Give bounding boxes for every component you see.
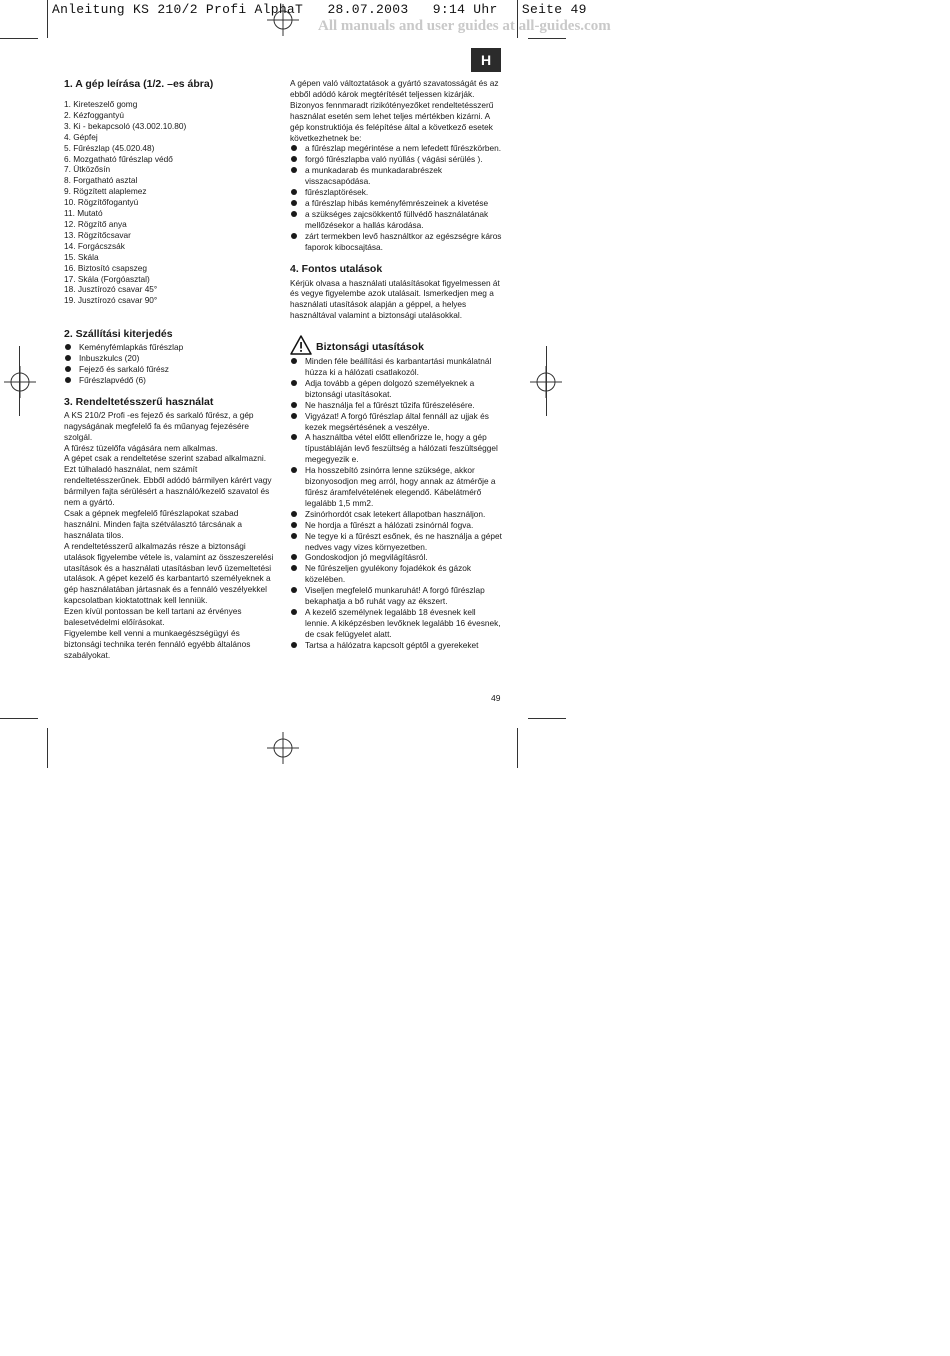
list-item: fűrészlaptörések. — [290, 187, 502, 198]
language-badge: H — [471, 48, 501, 72]
list-item: 16. Biztosító csapszeg — [64, 262, 148, 273]
section-2-title: 2. Szállítási kiterjedés — [64, 328, 173, 341]
list-item: Ne használja fel a fűrészt tűzifa fűrészelésére. — [290, 400, 502, 411]
registration-mark-icon — [4, 366, 36, 398]
list-item: Ha hosszebító zsinórra lenne szüksége, akkor bizonyosodjon meg arról, hogy annak az átmérője a fűrész áramfelvételének elegendő. Kábelátmérő legalább 1,5 mm2. — [290, 465, 502, 509]
list-item: 17. Skála (Forgóasztal) — [64, 273, 150, 284]
crop-mark — [517, 728, 518, 768]
warning-triangle-icon — [290, 335, 312, 355]
list-item: 13. Rögzítőcsavar — [64, 229, 131, 240]
list-item: Ne hordja a fűrészt a hálózati zsinórnál fogva. — [290, 520, 502, 531]
list-item: Adja tovább a gépen dolgozó személyeknek a biztonsági utasításokat. — [290, 378, 502, 400]
crop-mark — [0, 38, 38, 39]
list-item: Tartsa a hálózatra kapcsolt géptől a gyerekeket — [290, 640, 502, 651]
list-item: Ne fűrészeljen gyulékony fojadékok és gázok közelében. — [290, 563, 502, 585]
list-item: a szükséges zajcsökkentő füllvédő használatának mellőzésekor a hallás károdása. — [290, 209, 502, 231]
list-item: 7. Ütközősín — [64, 164, 111, 175]
residual-risk-list — [290, 143, 502, 252]
paragraph: A gépen való változtatások a gyártó szavatosságát és az ebből adódó károk megtérítését teljessen kizárják. — [290, 78, 499, 99]
list-item: Zsinórhordót csak letekert állapotban használjon. — [290, 509, 502, 520]
left-column — [64, 78, 276, 661]
list-item: Fejező és sarkaló fűrész — [64, 364, 276, 375]
list-item: 15. Skála — [64, 251, 99, 262]
list-item: Inbuszkulcs (20) — [64, 353, 276, 364]
crop-mark — [47, 0, 48, 38]
safety-list — [290, 356, 502, 650]
safety-title: Biztonsági utasítások — [316, 341, 424, 354]
list-item: A kezelő személynek legalább 18 évesnek kell lennie. A kiképzésben levőknek legalább 16 évesnek, de csak felügyelet alatt. — [290, 607, 502, 640]
list-item: 4. Gépfej — [64, 131, 98, 142]
intended-use-text — [64, 410, 276, 661]
list-item: Gondoskodjon jó megvilágításról. — [290, 552, 502, 563]
registration-mark-icon — [267, 732, 299, 764]
delivery-list — [64, 342, 276, 386]
list-item: 14. Forgácszsák — [64, 240, 125, 251]
section-4-title: 4. Fontos utalások — [290, 262, 383, 275]
list-item: a fűrészlap hibás keményfémrészeinek a kivetése — [290, 198, 502, 209]
crop-mark — [0, 718, 38, 719]
section-3-title: 3. Rendeltetésszerű használat — [64, 395, 214, 408]
list-item: A használtba vétel előtt ellenőrizze le, hogy a gép típustábláján levő feszültség a hálózati feszültséggel megegyezik e. — [290, 432, 502, 465]
list-item: Ne tegye ki a fűrészt esőnek, és ne használja a gépet nedves vagy vizes környezetben. — [290, 531, 502, 553]
list-item: 18. Jusztírozó csavar 45° — [64, 284, 158, 295]
paragraph: A fűrész tüzelőfa vágására nem alkalmas. — [64, 442, 218, 453]
list-item: a fűrészlap megérintése a nem lefedett fűrészkörben. — [290, 143, 502, 154]
registration-mark-icon — [530, 366, 562, 398]
paragraph: Figyelembe kell venni a munkaegészségügyi és biztonsági technika terén fennáló egyébb általános szabályokat. — [64, 627, 251, 660]
list-item: 11. Mutató — [64, 208, 103, 219]
list-item: 9. Rögzített alaplemez — [64, 186, 147, 197]
paragraph: Kérjük olvasa a használati utalásításokat figyelmessen át és vegye figyelembe azok utalásait. Ismerkedjen meg a használati utasítások alapján a géppel, a helyes használtával valamint a biztonsági utalásokkal. — [290, 277, 500, 321]
list-item: 3. Ki - bekapcsoló (43.002.10.80) — [64, 120, 187, 131]
crop-mark — [528, 38, 566, 39]
list-item: zárt termekben levő használtkor az egészségre káros faporok kibocsajtása. — [290, 231, 502, 253]
paragraph: A gépet csak a rendeltetése szerint szabad alkalmazni. — [64, 453, 267, 464]
list-item: Keményfémlapkás fűrészlap — [64, 342, 276, 353]
list-item: 10. Rögzítőfogantyú — [64, 197, 139, 208]
section-1-title: 1. A gép leírása (1/2. –es ábra) — [64, 78, 214, 90]
paragraph: Csak a gépnek megfelelő fűrészlapokat szabad használni. Minden fajta szétválasztó tárcsának a használata tilos. — [64, 508, 243, 540]
list-item: 8. Forgatható asztal — [64, 175, 138, 186]
list-item: 19. Jusztírozó csavar 90° — [64, 295, 158, 306]
list-item: forgó fűrészlapba való nyúllás ( vágási sérülés ). — [290, 154, 502, 165]
list-item: 12. Rögzítő anya — [64, 218, 127, 229]
parts-list — [64, 99, 276, 306]
page-number: 49 — [491, 693, 501, 703]
list-item: Viseljen megfelelő munkaruhát! A forgó fűrészlap bekaphatja a bő ruhát vagy az ékszert. — [290, 585, 502, 607]
paragraph: Ezt túlhaladó használat, nem számít rendeltetésszerűnek. Ebből adódó bármilyen kárért vagy bármilyen fajta sérülésért a használó/kezelő szavatol és nem a gyártó. — [64, 464, 272, 508]
safety-heading — [290, 335, 502, 355]
list-item: 1. Kireteszelő gomg — [64, 99, 138, 109]
crop-mark — [47, 728, 48, 768]
paragraph: Bizonyos fennmaradt rizikótényezőket rendeltetésszerű használat esetén sem lehet teljes mértékben kizárni. A gép konstruktiója és felépítése által a következő esetek következhetnek be: — [290, 99, 494, 143]
list-item: 6. Mozgatható fűrészlap védő — [64, 153, 173, 164]
right-column — [290, 78, 502, 651]
list-item: Vigyázat! A forgó fűrészlap által fennáll az ujjak és kezek megsértésének a veszélye. — [290, 411, 502, 433]
list-item: 2. Kézfoggantyú — [64, 109, 124, 120]
list-item: Fűrészlapvédő (6) — [64, 375, 276, 386]
watermark: All manuals and user guides at all-guides.com — [318, 18, 611, 34]
paragraph: Ezen kívül pontossan be kell tartani az érvényes balesetvédelmi előírásokat. — [64, 606, 242, 628]
list-item: 5. Fűrészlap (45.020.48) — [64, 142, 155, 153]
running-head: Anleitung KS 210/2 Profi AlphaT 28.07.2003 9:14 Uhr Seite 49 — [52, 2, 587, 17]
list-item: a munkadarab és munkadarabrészek visszacsapódása. — [290, 165, 502, 187]
paragraph: A rendeltetésszerű alkalmazás része a biztonsági utalások figyelembe vétele is, valamint az összeszerelési utasítások és a használati utasításban levő üzemeltetési utalások. A gépet kezelő és karbantartó személyeknek a gép használatában jártasnak és a fennáló veszélyekkel kapcsolatban kioktatottnak kell lenniük. — [64, 540, 274, 606]
paragraph: A KS 210/2 Profi -es fejező és sarkaló fűrész, a gép nagyságának megfelelő fa és műanyag fejezésére szolgál. — [64, 409, 254, 442]
list-item: Minden féle beállítási és karbantartási munkálatnál húzza ki a hálózati csatlakozól. — [290, 356, 502, 378]
crop-mark — [528, 718, 566, 719]
